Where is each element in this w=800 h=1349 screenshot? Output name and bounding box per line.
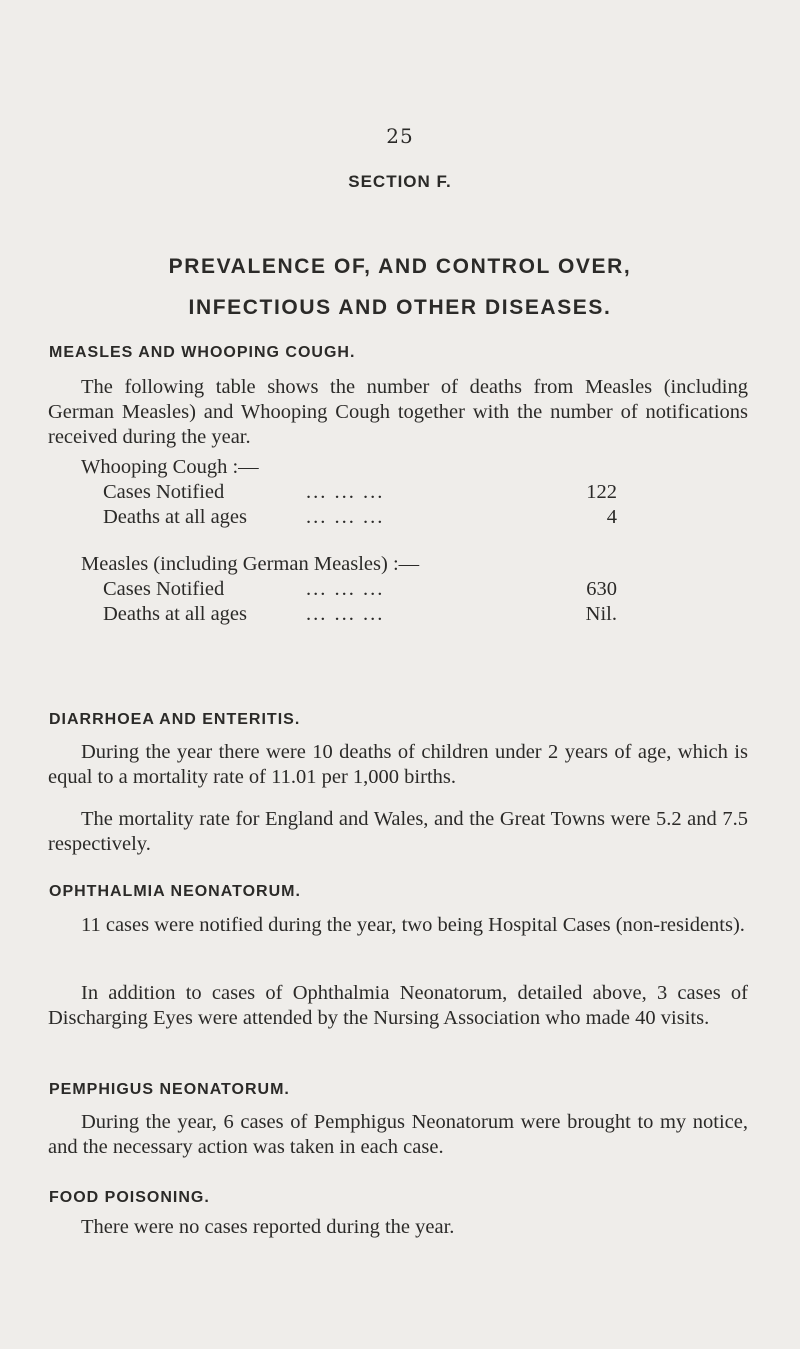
diarrhoea-paragraph-1: During the year there were 10 deaths of children under 2 years of age, which is equal to a mortality rate of 11.01 per 1,000 births. — [48, 741, 748, 788]
row-label: Cases Notified — [103, 578, 225, 600]
row-value: Nil. — [585, 603, 617, 625]
row-leader: ... ... ... — [306, 603, 385, 625]
diarrhoea-paragraph-2: The mortality rate for England and Wales, and the Great Towns were 5.2 and 7.5 respectively. — [48, 808, 748, 855]
page-number: 25 — [386, 124, 414, 148]
row-value: 4 — [606, 506, 617, 528]
food-poisoning-heading: FOOD POISONING. — [49, 1189, 210, 1206]
measles-title: Measles (including German Measles) :— — [81, 553, 420, 575]
table-row — [81, 602, 641, 627]
food-poisoning-paragraph-1: There were no cases reported during the year. — [81, 1216, 455, 1238]
notifications-table — [81, 455, 641, 627]
page-title — [0, 246, 800, 328]
row-value: 630 — [586, 578, 617, 600]
ophthalmia-paragraph-1: 11 cases were notified during the year, two being Hospital Cases (non-residents). — [81, 914, 745, 936]
row-leader: ... ... ... — [306, 578, 385, 600]
section-label: SECTION F. — [348, 172, 452, 191]
row-value: 122 — [586, 481, 617, 503]
table-row — [81, 577, 641, 602]
row-leader: ... ... ... — [306, 506, 385, 528]
measles-heading: MEASLES AND WHOOPING COUGH. — [49, 344, 356, 361]
title-line-2: INFECTIOUS AND OTHER DISEASES. — [188, 296, 612, 319]
pemphigus-paragraph-1: During the year, 6 cases of Pemphigus Neonatorum were brought to my notice, and the necessary action was taken in each case. — [48, 1111, 748, 1158]
pemphigus-heading: PEMPHIGUS NEONATORUM. — [49, 1081, 290, 1098]
row-leader: ... ... ... — [306, 481, 385, 503]
ophthalmia-heading: OPHTHALMIA NEONATORUM. — [49, 883, 301, 900]
row-label: Deaths at all ages — [103, 506, 248, 528]
row-label: Deaths at all ages — [103, 603, 248, 625]
table-row — [81, 505, 641, 530]
title-line-1: PREVALENCE OF, AND CONTROL OVER, — [168, 255, 632, 278]
whooping-cough-title: Whooping Cough :— — [81, 456, 259, 478]
table-row — [81, 480, 641, 505]
diarrhoea-heading: DIARRHOEA AND ENTERITIS. — [49, 711, 301, 728]
measles-intro: The following table shows the number of deaths from Measles (including German Measles) and Whooping Cough together with the number of notifications received during the year. — [48, 376, 748, 448]
row-label: Cases Notified — [103, 481, 225, 503]
ophthalmia-paragraph-2: In addition to cases of Ophthalmia Neonatorum, detailed above, 3 cases of Discharging Eyes were attended by the Nursing Association who made 40 visits. — [48, 982, 748, 1029]
